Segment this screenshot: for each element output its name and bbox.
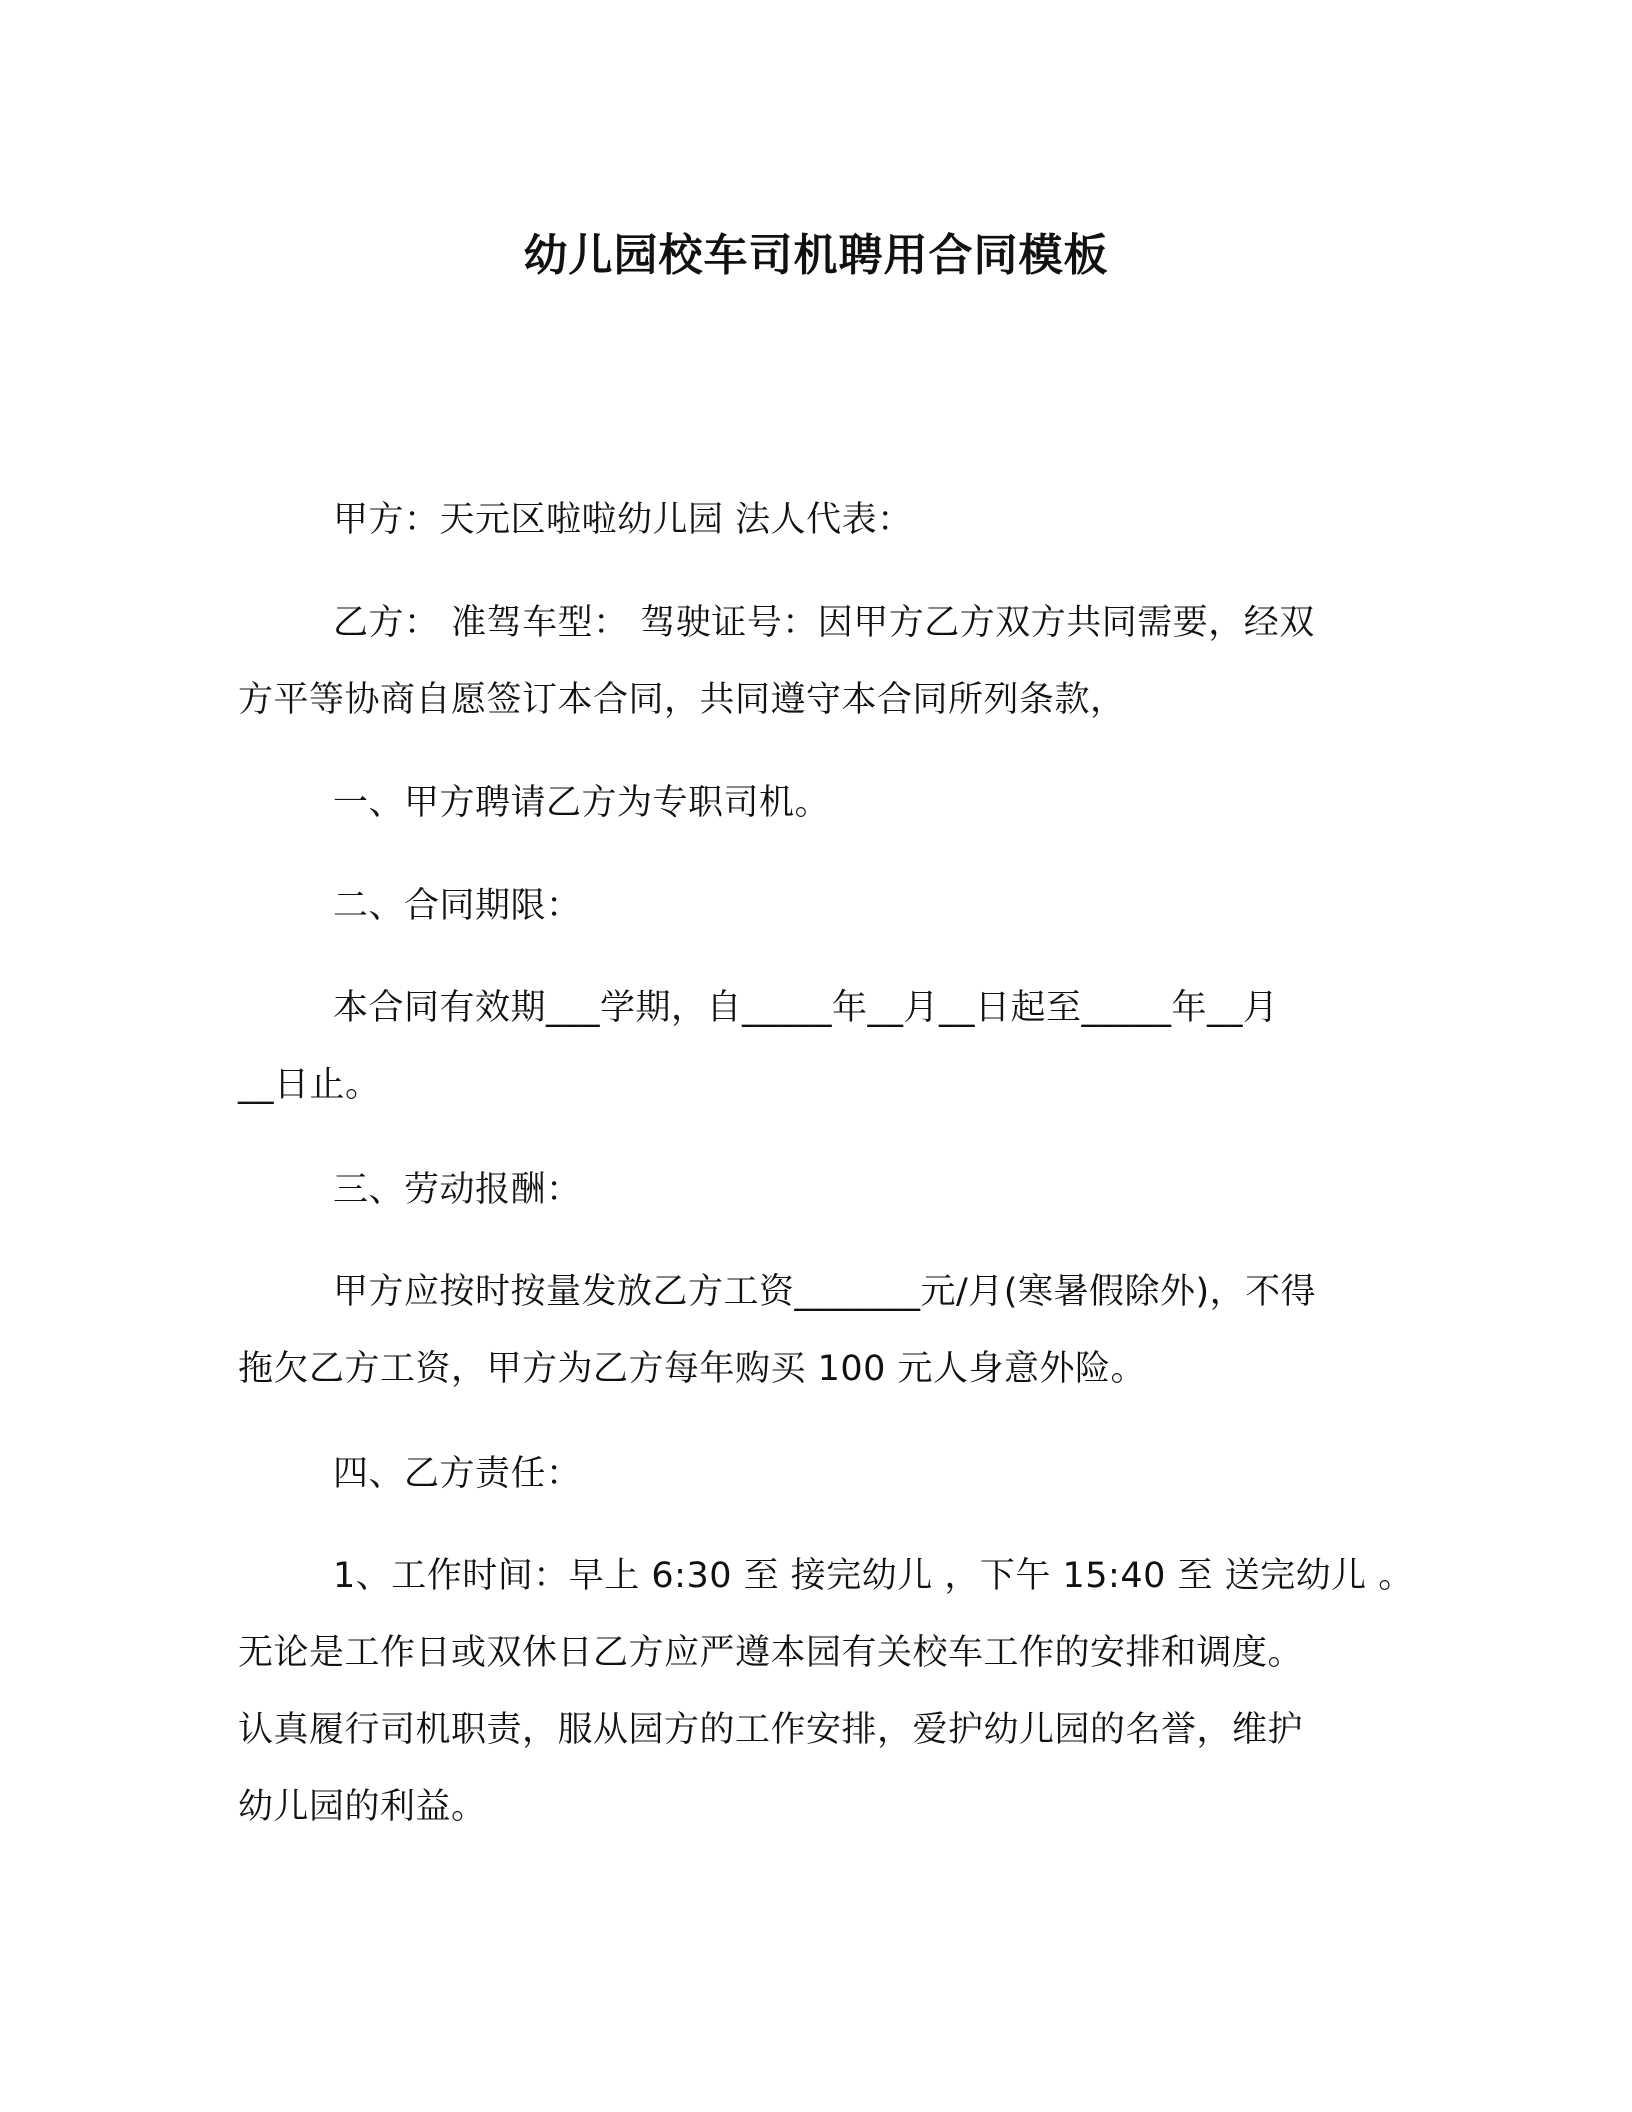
paragraph-line: 二、合同期限： bbox=[333, 886, 582, 926]
paragraph-line: 认真履行司机职责，服从园方的工作安排，爱护幼儿园的名誉，维护 bbox=[238, 1710, 1304, 1750]
paragraph-line: 乙方： 准驾车型： 驾驶证号：因甲方乙方双方共同需要，经双 bbox=[333, 603, 1315, 643]
paragraph-line: __日止。 bbox=[238, 1065, 381, 1105]
paragraph-line: 一、甲方聘请乙方为专职司机。 bbox=[333, 783, 831, 823]
paragraph-line: 本合同有效期___学期，自_____年__月__日起至_____年__月 bbox=[333, 988, 1279, 1028]
paragraph-line: 方平等协商自愿签订本合同，共同遵守本合同所列条款， bbox=[238, 680, 1126, 720]
salary-paragraph bbox=[238, 1254, 1398, 1408]
paragraph-line: 甲方应按时按量发放乙方工资_______元/月(寒暑假除外)，不得 bbox=[333, 1272, 1317, 1312]
paragraph-line: 无论是工作日或双休日乙方应严遵本园有关校车工作的安排和调度。 bbox=[238, 1633, 1304, 1673]
party-a-paragraph bbox=[238, 482, 1398, 559]
clause-1-heading bbox=[238, 765, 1398, 842]
document-title: 幼儿园校车司机聘用合同模板 bbox=[523, 230, 1109, 281]
paragraph-line: 四、乙方责任： bbox=[333, 1454, 582, 1494]
clause-4-heading bbox=[238, 1436, 1398, 1513]
paragraph-line: 1、工作时间：早上 6:30 至 接完幼儿 ，下午 15:40 至 送完幼儿 。 bbox=[333, 1556, 1414, 1596]
contract-term-paragraph bbox=[238, 970, 1398, 1124]
clause-3-heading bbox=[238, 1152, 1398, 1229]
paragraph-line: 甲方：天元区啦啦幼儿园 法人代表： bbox=[333, 500, 913, 540]
working-hours-paragraph bbox=[238, 1538, 1414, 1846]
paragraph-line: 拖欠乙方工资，甲方为乙方每年购买 100 元人身意外险。 bbox=[238, 1349, 1147, 1389]
paragraph-line: 三、劳动报酬： bbox=[333, 1170, 582, 1210]
party-b-paragraph bbox=[238, 585, 1398, 739]
paragraph-line: 幼儿园的利益。 bbox=[238, 1787, 487, 1827]
clause-2-heading bbox=[238, 868, 1398, 945]
